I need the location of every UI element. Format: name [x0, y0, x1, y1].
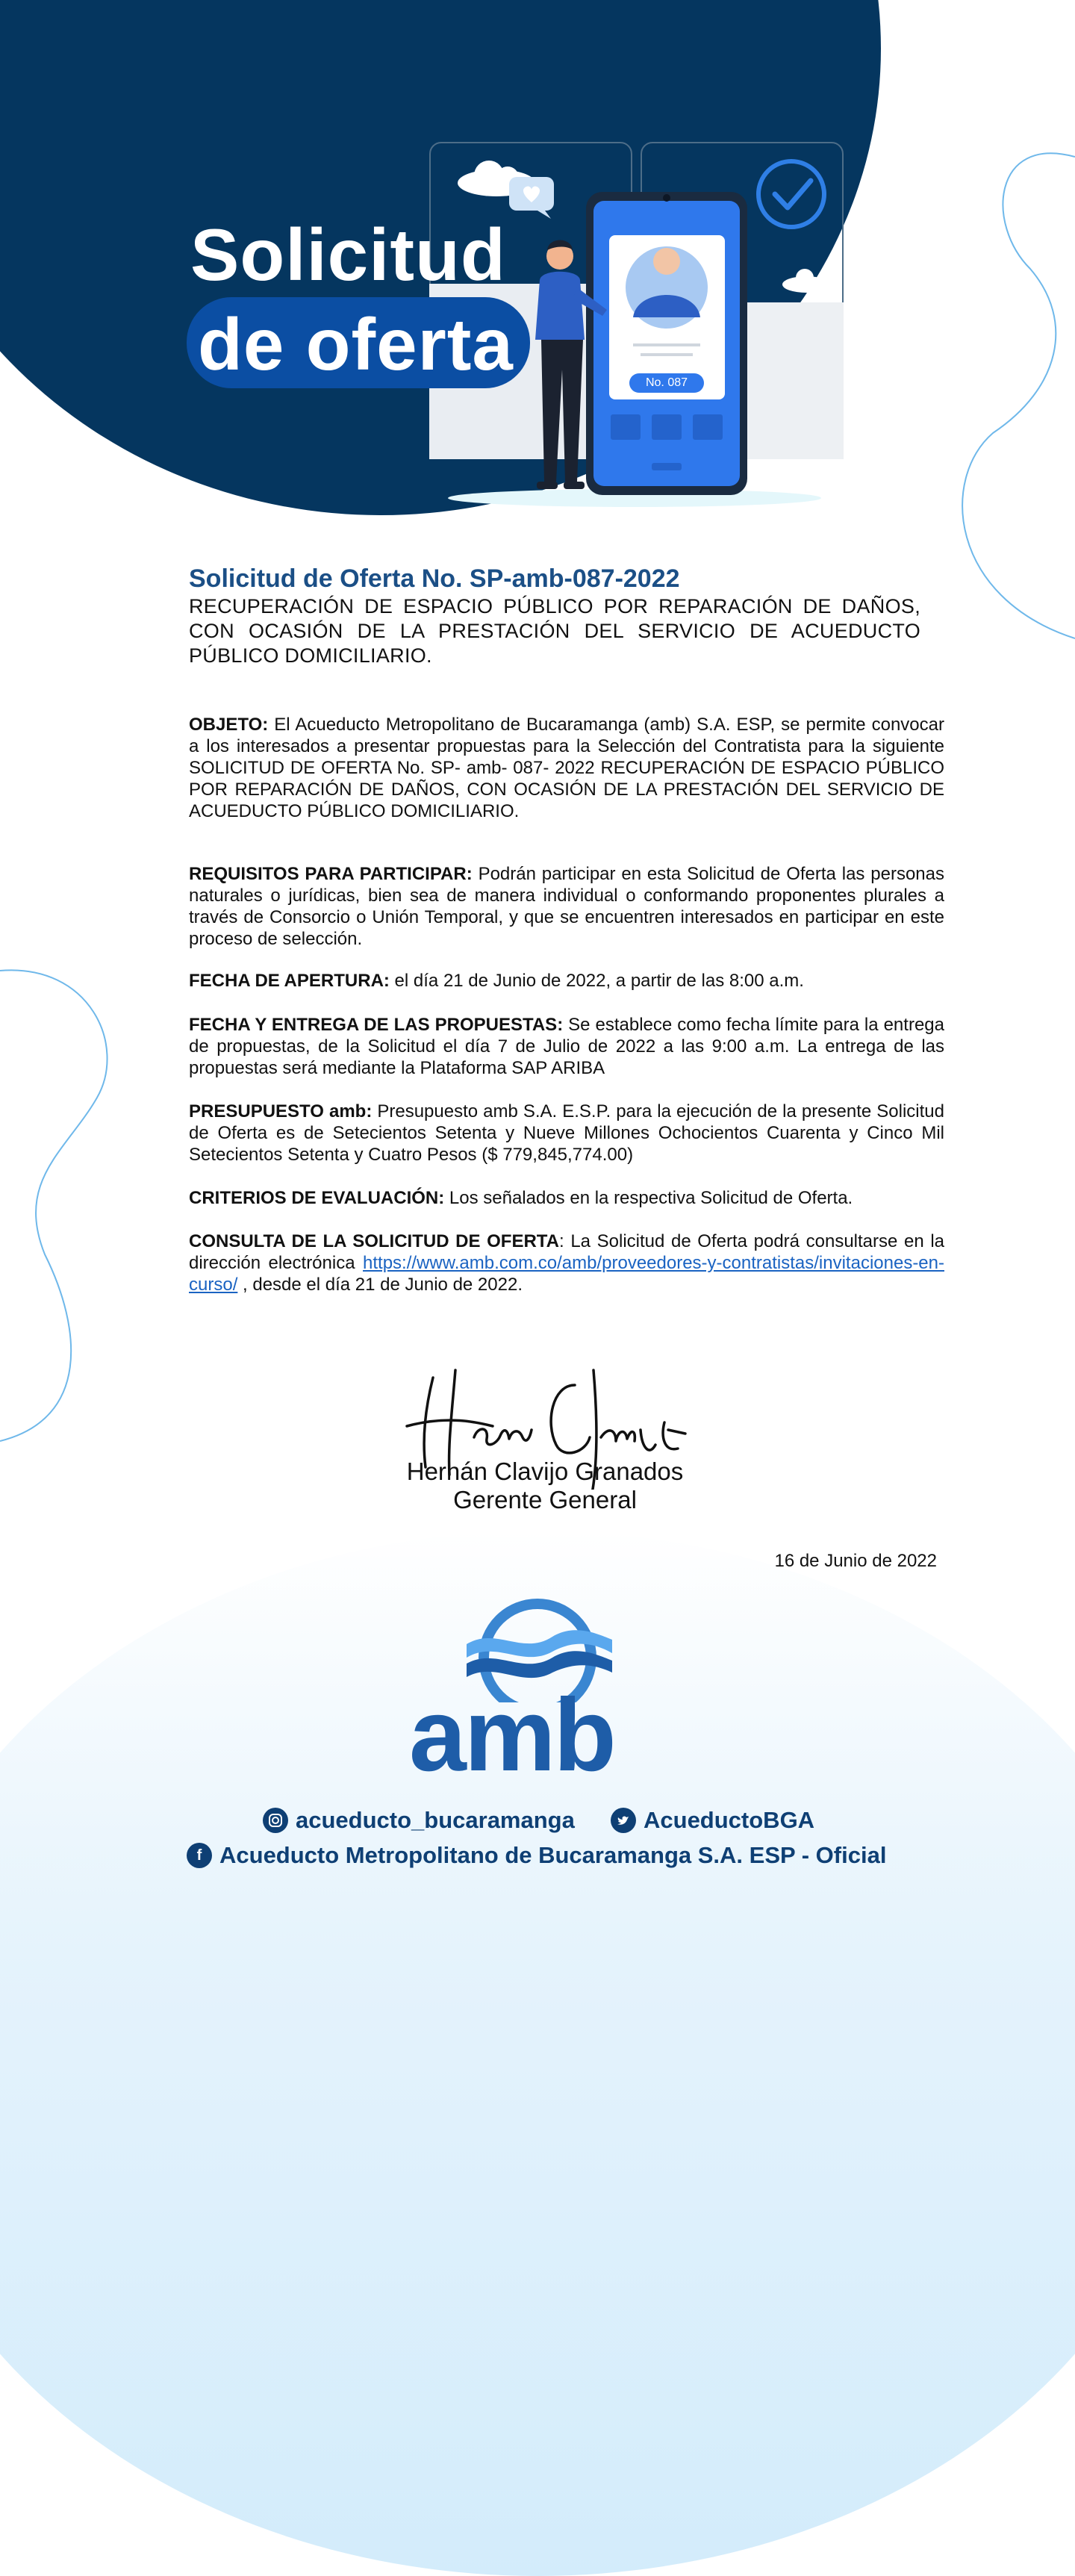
section-consulta: [189, 1231, 944, 1295]
section-presupuesto: [189, 1101, 944, 1166]
instagram-icon: [263, 1808, 288, 1833]
instagram-handle: acueducto_bucaramanga: [296, 1807, 575, 1833]
section-entrega: [189, 1014, 944, 1079]
signer-role: Gerente General: [453, 1486, 637, 1513]
twitter-icon: [611, 1808, 636, 1833]
document-title: Solicitud de Oferta No. SP-amb-087-2022: [189, 564, 680, 593]
facebook-link[interactable]: [187, 1842, 886, 1869]
twitter-handle: AcueductoBGA: [644, 1807, 815, 1833]
twitter-link[interactable]: [611, 1807, 814, 1834]
section-text: : La Solicitud de Oferta podrá consultarse en la dirección electrónica: [189, 1231, 945, 1273]
heart-chat-icon: [508, 175, 560, 220]
section-requisitos: [189, 863, 944, 950]
check-circle-icon: [754, 157, 829, 231]
section-label: CONSULTA DE LA SOLICITUD DE OFERTA: [189, 1231, 560, 1251]
section-label: PRESUPUESTO amb:: [189, 1101, 373, 1121]
document-subtitle: RECUPERACIÓN DE ESPACIO PÚBLICO POR REPARACIÓN DE DAÑOS, CON OCASIÓN DE LA PRESTACIÓN DEL SERVICIO DE ACUEDUCTO PÚBLICO DOMICILIARIO.: [189, 595, 920, 667]
section-text: el día 21 de Junio de 2022, a partir de las 8:00 a.m.: [389, 971, 804, 991]
ofertas-link[interactable]: https://www.amb.com.co/amb/proveedores-y-contratistas/invitaciones-en-curso/: [189, 1253, 944, 1295]
person-illustration: [519, 235, 616, 500]
signer-name: Hernán Clavijo Granados: [406, 1457, 684, 1485]
hero-title-line2: de oferta: [198, 303, 514, 385]
section-text: Podrán participar en esta Solicitud de Oferta las personas naturales o jurídicas, bien sea de manera individual o conformando proponentes plurales a través de Consorcio o Unión Temporal, y que se encuentren interesados en participar en este proceso de selección.: [189, 864, 944, 949]
section-criterios: [189, 1187, 944, 1209]
document-date: 16 de Junio de 2022: [774, 1551, 937, 1571]
amb-logo-text: amb: [409, 1678, 614, 1793]
section-label: CRITERIOS DE EVALUACIÓN:: [189, 1188, 445, 1208]
section-objeto: [189, 714, 944, 822]
cloud-icon: [780, 265, 832, 295]
section-label: REQUISITOS PARA PARTICIPAR:: [189, 864, 473, 884]
section-label: FECHA Y ENTREGA DE LAS PROPUESTAS:: [189, 1015, 564, 1035]
section-text: Los señalados en la respectiva Solicitud de Oferta.: [444, 1188, 853, 1208]
section-label: FECHA DE APERTURA:: [189, 971, 390, 991]
facebook-page: Acueducto Metropolitano de Bucaramanga S.A. ESP - Oficial: [219, 1842, 887, 1868]
instagram-link[interactable]: [263, 1807, 575, 1834]
facebook-icon: f: [187, 1843, 212, 1868]
phone-badge: No. 087: [645, 376, 688, 389]
building-illustration: [739, 302, 844, 459]
section-text: El Acueducto Metropolitano de Bucaramanga (amb) S.A. ESP, se permite convocar a los interesados a presentar propuestas para la Selección del Contratista para la siguiente SOLICITUD DE OFERTA No. SP- amb- 087- 2022 RECUPERACIÓN DE ESPACIO PÚBLICO POR REPARACIÓN DE DAÑOS, CON OCASIÓN DE LA PRESTACIÓN DEL SERVICIO DE ACUEDUCTO PÚBLICO DOMICILIARIO.: [189, 715, 944, 821]
section-apertura: [189, 970, 944, 992]
section-text: Presupuesto amb S.A. E.S.P. para la ejecución de la presente Solicitud de Oferta es de Setecientos Setenta y Nueve Millones Ochocientos Cuarenta y Cinco Mil Setecientos Setenta y Cuatro Pesos ($ 779,845,774.00): [189, 1101, 944, 1165]
section-text: , desde el día 21 de Junio de 2022.: [237, 1275, 523, 1295]
section-label: OBJETO:: [189, 715, 269, 735]
hero-title-line1: Solicitud: [190, 214, 506, 296]
section-text: Se establece como fecha límite para la entrega de propuestas, de la Solicitud el día 7 de Julio de 2022 a las 9:00 a.m. La entrega de las propuestas será mediante la Plataforma SAP ARIBA: [189, 1015, 944, 1078]
